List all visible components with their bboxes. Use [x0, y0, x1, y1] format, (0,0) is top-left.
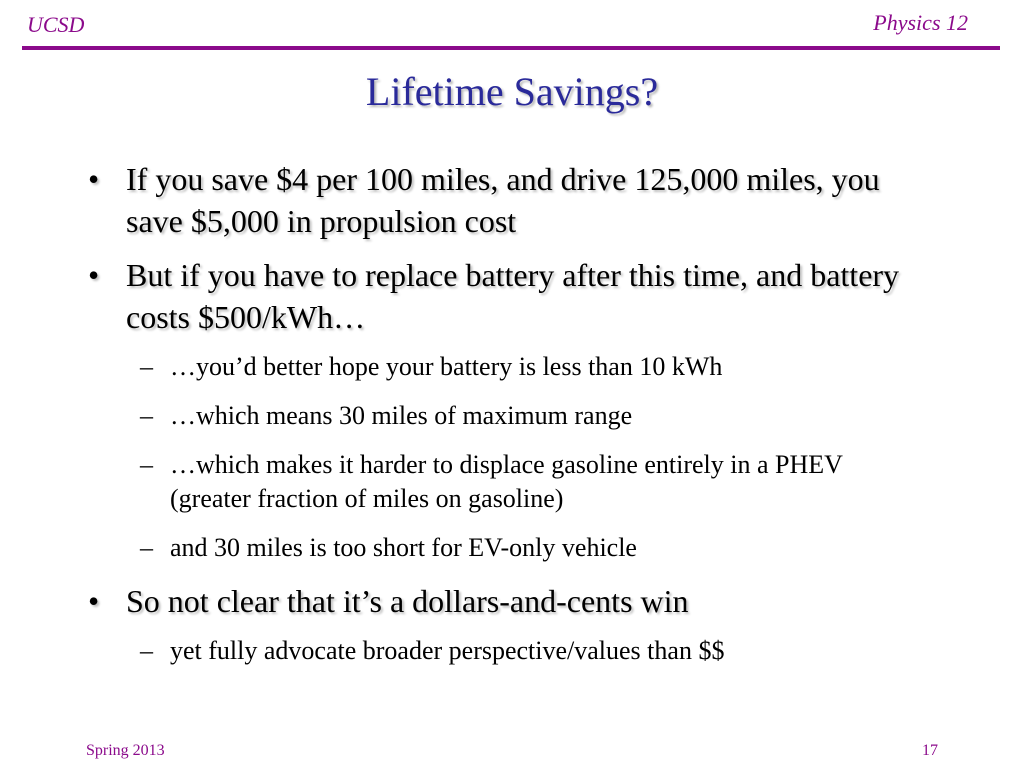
slide-content: [88, 158, 928, 683]
bullet-3-sub-1-text: yet fully advocate broader perspective/values than $$: [170, 636, 725, 665]
bullet-2-sub-3: [88, 448, 928, 516]
sub-bullet-marker: –: [140, 533, 153, 562]
bullet-3: [88, 580, 928, 622]
sub-bullet-marker: –: [140, 636, 153, 665]
bullet-2-text: But if you have to replace battery after this time, and battery costs $500/kWh…: [126, 257, 900, 335]
bullet-2-sub-4-text: and 30 miles is too short for EV-only vehicle: [170, 533, 637, 562]
bullet-2-sub-2-text: …which means 30 miles of maximum range: [170, 401, 633, 430]
bullet-1-text: If you save $4 per 100 miles, and drive 125,000 miles, you save $5,000 in propulsion cost: [126, 161, 880, 239]
header-right: Physics 12: [873, 10, 968, 35]
bullet-marker: •: [88, 583, 100, 619]
sub-bullet-marker: –: [140, 401, 153, 430]
header-rule: [22, 46, 1000, 50]
sub-bullet-marker: –: [140, 450, 153, 479]
bullet-3-text: So not clear that it’s a dollars-and-cents win: [126, 583, 689, 619]
slide-title: Lifetime Savings?: [365, 69, 659, 114]
bullet-2-sub-1: [88, 350, 928, 384]
bullet-2-sub-2: [88, 399, 928, 433]
bullet-2-sub-3-text: …which makes it harder to displace gasoline entirely in a PHEV (greater fraction of miles on gasoline): [170, 450, 843, 513]
slide-number: 17: [922, 742, 938, 759]
bullet-2-sub-1-text: …you’d better hope your battery is less than 10 kWh: [170, 352, 723, 381]
bullet-2: [88, 254, 928, 338]
footer-left: Spring 2013: [86, 742, 165, 759]
bullet-3-sub-1: [88, 634, 928, 668]
header-left: UCSD: [27, 12, 85, 37]
bullet-2-sub-4: [88, 531, 928, 565]
bullet-marker: •: [88, 161, 100, 197]
bullet-1: [88, 158, 928, 242]
sub-bullet-marker: –: [140, 352, 153, 381]
bullet-marker: •: [88, 257, 100, 293]
